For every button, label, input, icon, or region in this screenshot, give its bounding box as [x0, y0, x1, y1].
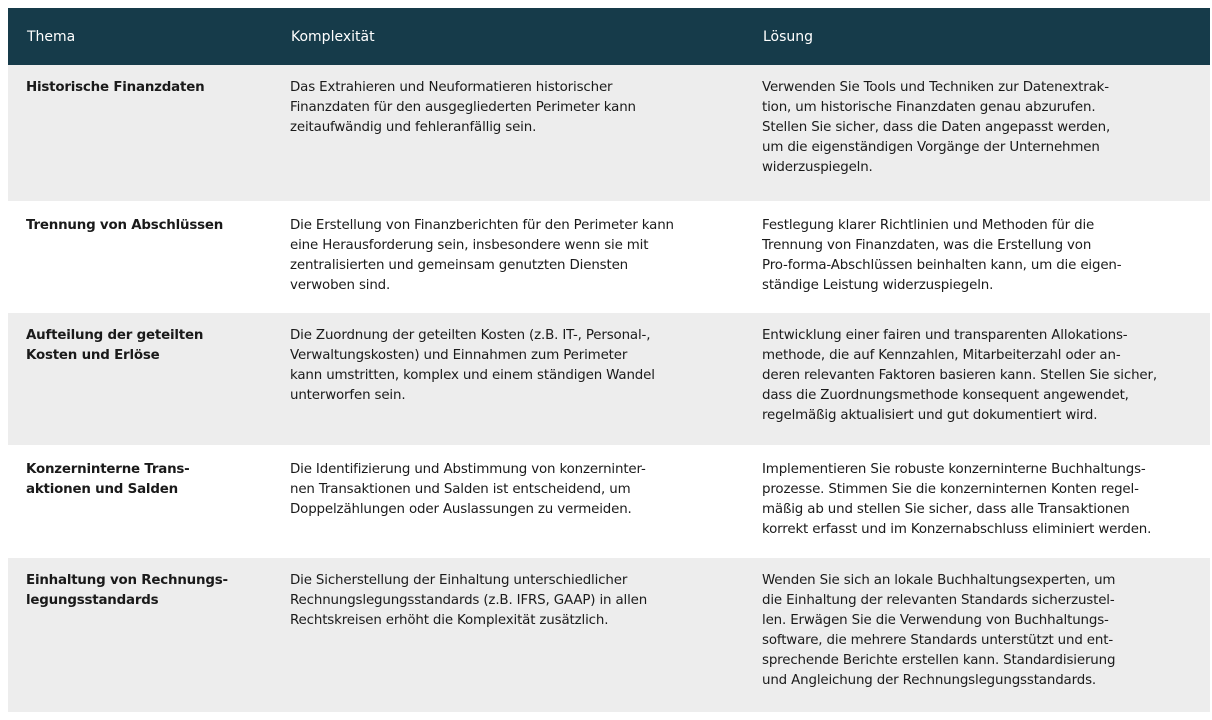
- cell-thema: Historische Finanzdaten: [8, 65, 272, 202]
- cell-thema: Konzerninterne Trans- aktionen und Salden: [8, 446, 272, 557]
- table-row: [8, 202, 1210, 312]
- cell-komplexitaet: Das Extrahieren und Neuformatieren historischer Finanzdaten für den ausgegliederten Perimeter kann zeitaufwändig und fehleranfällig sein.: [272, 65, 744, 202]
- cell-komplexitaet: Die Sicherstellung der Einhaltung unterschiedlicher Rechnungslegungsstandards (z.B. IFRS, GAAP) in allen Rechtskreisen erhöht die Komplexität zusätzlich.: [272, 557, 744, 713]
- cell-loesung: Festlegung klarer Richtlinien und Methoden für die Trennung von Finanzdaten, was die Erstellung von Pro-forma-Abschlüssen beinhalten kann, um die eigen- ständige Leistung widerzuspiegeln.: [744, 202, 1210, 312]
- cell-loesung: Implementieren Sie robuste konzerninterne Buchhaltungs- prozesse. Stimmen Sie die konzerninternen Konten regel- mäßig ab und stellen Sie sicher, dass alle Transaktionen korrekt erfasst und im Konzernabschluss eliminiert werden.: [744, 446, 1210, 557]
- cell-thema: Trennung von Abschlüssen: [8, 202, 272, 312]
- cell-thema: Einhaltung von Rechnungs- legungsstandards: [8, 557, 272, 713]
- table-row: [8, 65, 1210, 202]
- table-body: [8, 65, 1210, 713]
- header-thema: Thema: [27, 28, 76, 45]
- cell-loesung: Entwicklung einer fairen und transparenten Allokations- methode, die auf Kennzahlen, Mitarbeiterzahl oder an- deren relevanten Faktoren basieren kann. Stellen Sie sicher, dass die Zuordnungsmethode konsequent angewendet, regelmäßig aktualisiert und gut dokumentiert wird.: [744, 312, 1210, 446]
- cell-loesung: Wenden Sie sich an lokale Buchhaltungsexperten, um die Einhaltung der relevanten Standards sicherzustel- len. Erwägen Sie die Verwendung von Buchhaltungs- software, die mehrere Standards unterstützt und ent- sprechende Berichte erstellen kann. Standardisierung und Angleichung der Rechnungslegungsstandards.: [744, 557, 1210, 713]
- table-row: [8, 557, 1210, 713]
- table-row: [8, 446, 1210, 557]
- issues-table: [8, 8, 1210, 714]
- cell-komplexitaet: Die Zuordnung der geteilten Kosten (z.B. IT-, Personal-, Verwaltungskosten) und Einnahmen zum Perimeter kann umstritten, komplex und einem ständigen Wandel unterworfen sein.: [272, 312, 744, 446]
- cell-komplexitaet: Die Erstellung von Finanzberichten für den Perimeter kann eine Herausforderung sein, insbesondere wenn sie mit zentralisierten und gemeinsam genutzten Diensten verwoben sind.: [272, 202, 744, 312]
- cell-thema: Aufteilung der geteilten Kosten und Erlöse: [8, 312, 272, 446]
- header-row: [8, 8, 1210, 65]
- table-header: [8, 8, 1210, 65]
- header-komplexitaet: Komplexität: [291, 28, 375, 45]
- cell-loesung: Verwenden Sie Tools und Techniken zur Datenextrak- tion, um historische Finanzdaten genau abzurufen. Stellen Sie sicher, dass die Daten angepasst werden, um die eigenständigen Vorgänge der Unternehmen widerzuspiegeln.: [744, 65, 1210, 202]
- header-loesung: Lösung: [763, 28, 814, 45]
- cell-komplexitaet: Die Identifizierung und Abstimmung von konzerninter- nen Transaktionen und Salden ist entscheidend, um Doppelzählungen oder Auslassungen zu vermeiden.: [272, 446, 744, 557]
- table-row: [8, 312, 1210, 446]
